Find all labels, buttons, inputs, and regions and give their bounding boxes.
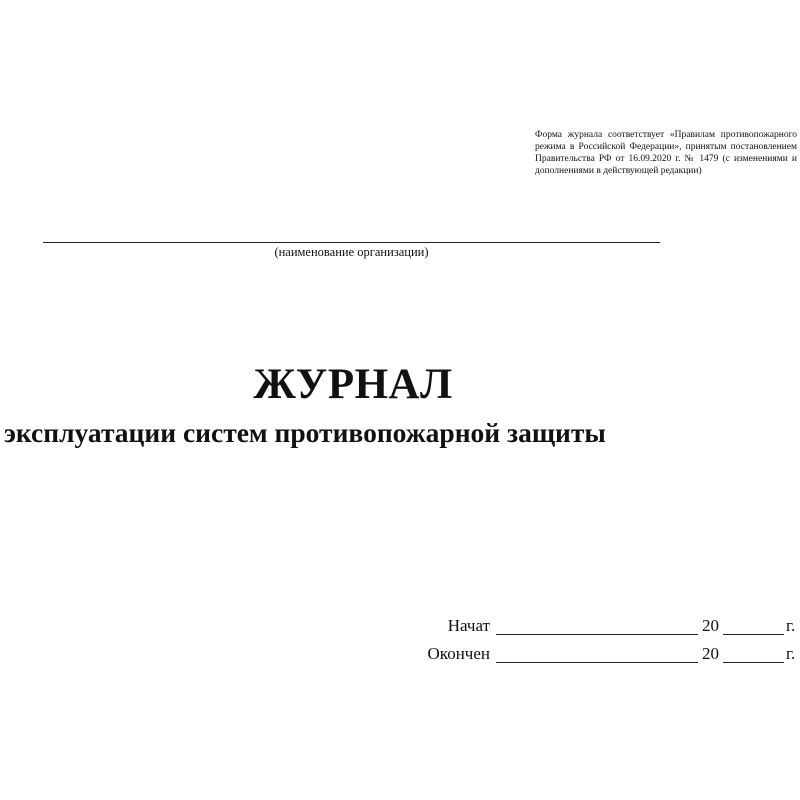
started-year-blank xyxy=(723,634,784,635)
finished-date-row xyxy=(400,643,800,665)
started-date-row xyxy=(400,615,800,637)
finished-label: Окончен xyxy=(427,644,490,663)
journal-title: ЖУРНАЛ xyxy=(253,361,453,408)
regulation-note: Форма журнала соответствует «Правилам противопожарного режима в Российской Федерации», принятым постановлением Правительства РФ от 16.09.2020 г. № 1479 (с изменениями и дополнениями в действующей редакции) xyxy=(535,130,797,176)
organization-caption: (наименование организации) xyxy=(274,245,429,259)
finished-year-blank xyxy=(723,662,784,663)
started-year-suffix: г. xyxy=(786,616,796,635)
finished-date-blank xyxy=(496,662,698,663)
started-year-prefix: 20 xyxy=(702,616,719,635)
started-date-blank xyxy=(496,634,698,635)
journal-subtitle: эксплуатации систем противопожарной защиты xyxy=(4,417,606,448)
started-label: Начат xyxy=(447,616,490,635)
organization-name-line xyxy=(43,242,660,243)
finished-year-suffix: г. xyxy=(786,644,796,663)
finished-year-prefix: 20 xyxy=(702,644,719,663)
